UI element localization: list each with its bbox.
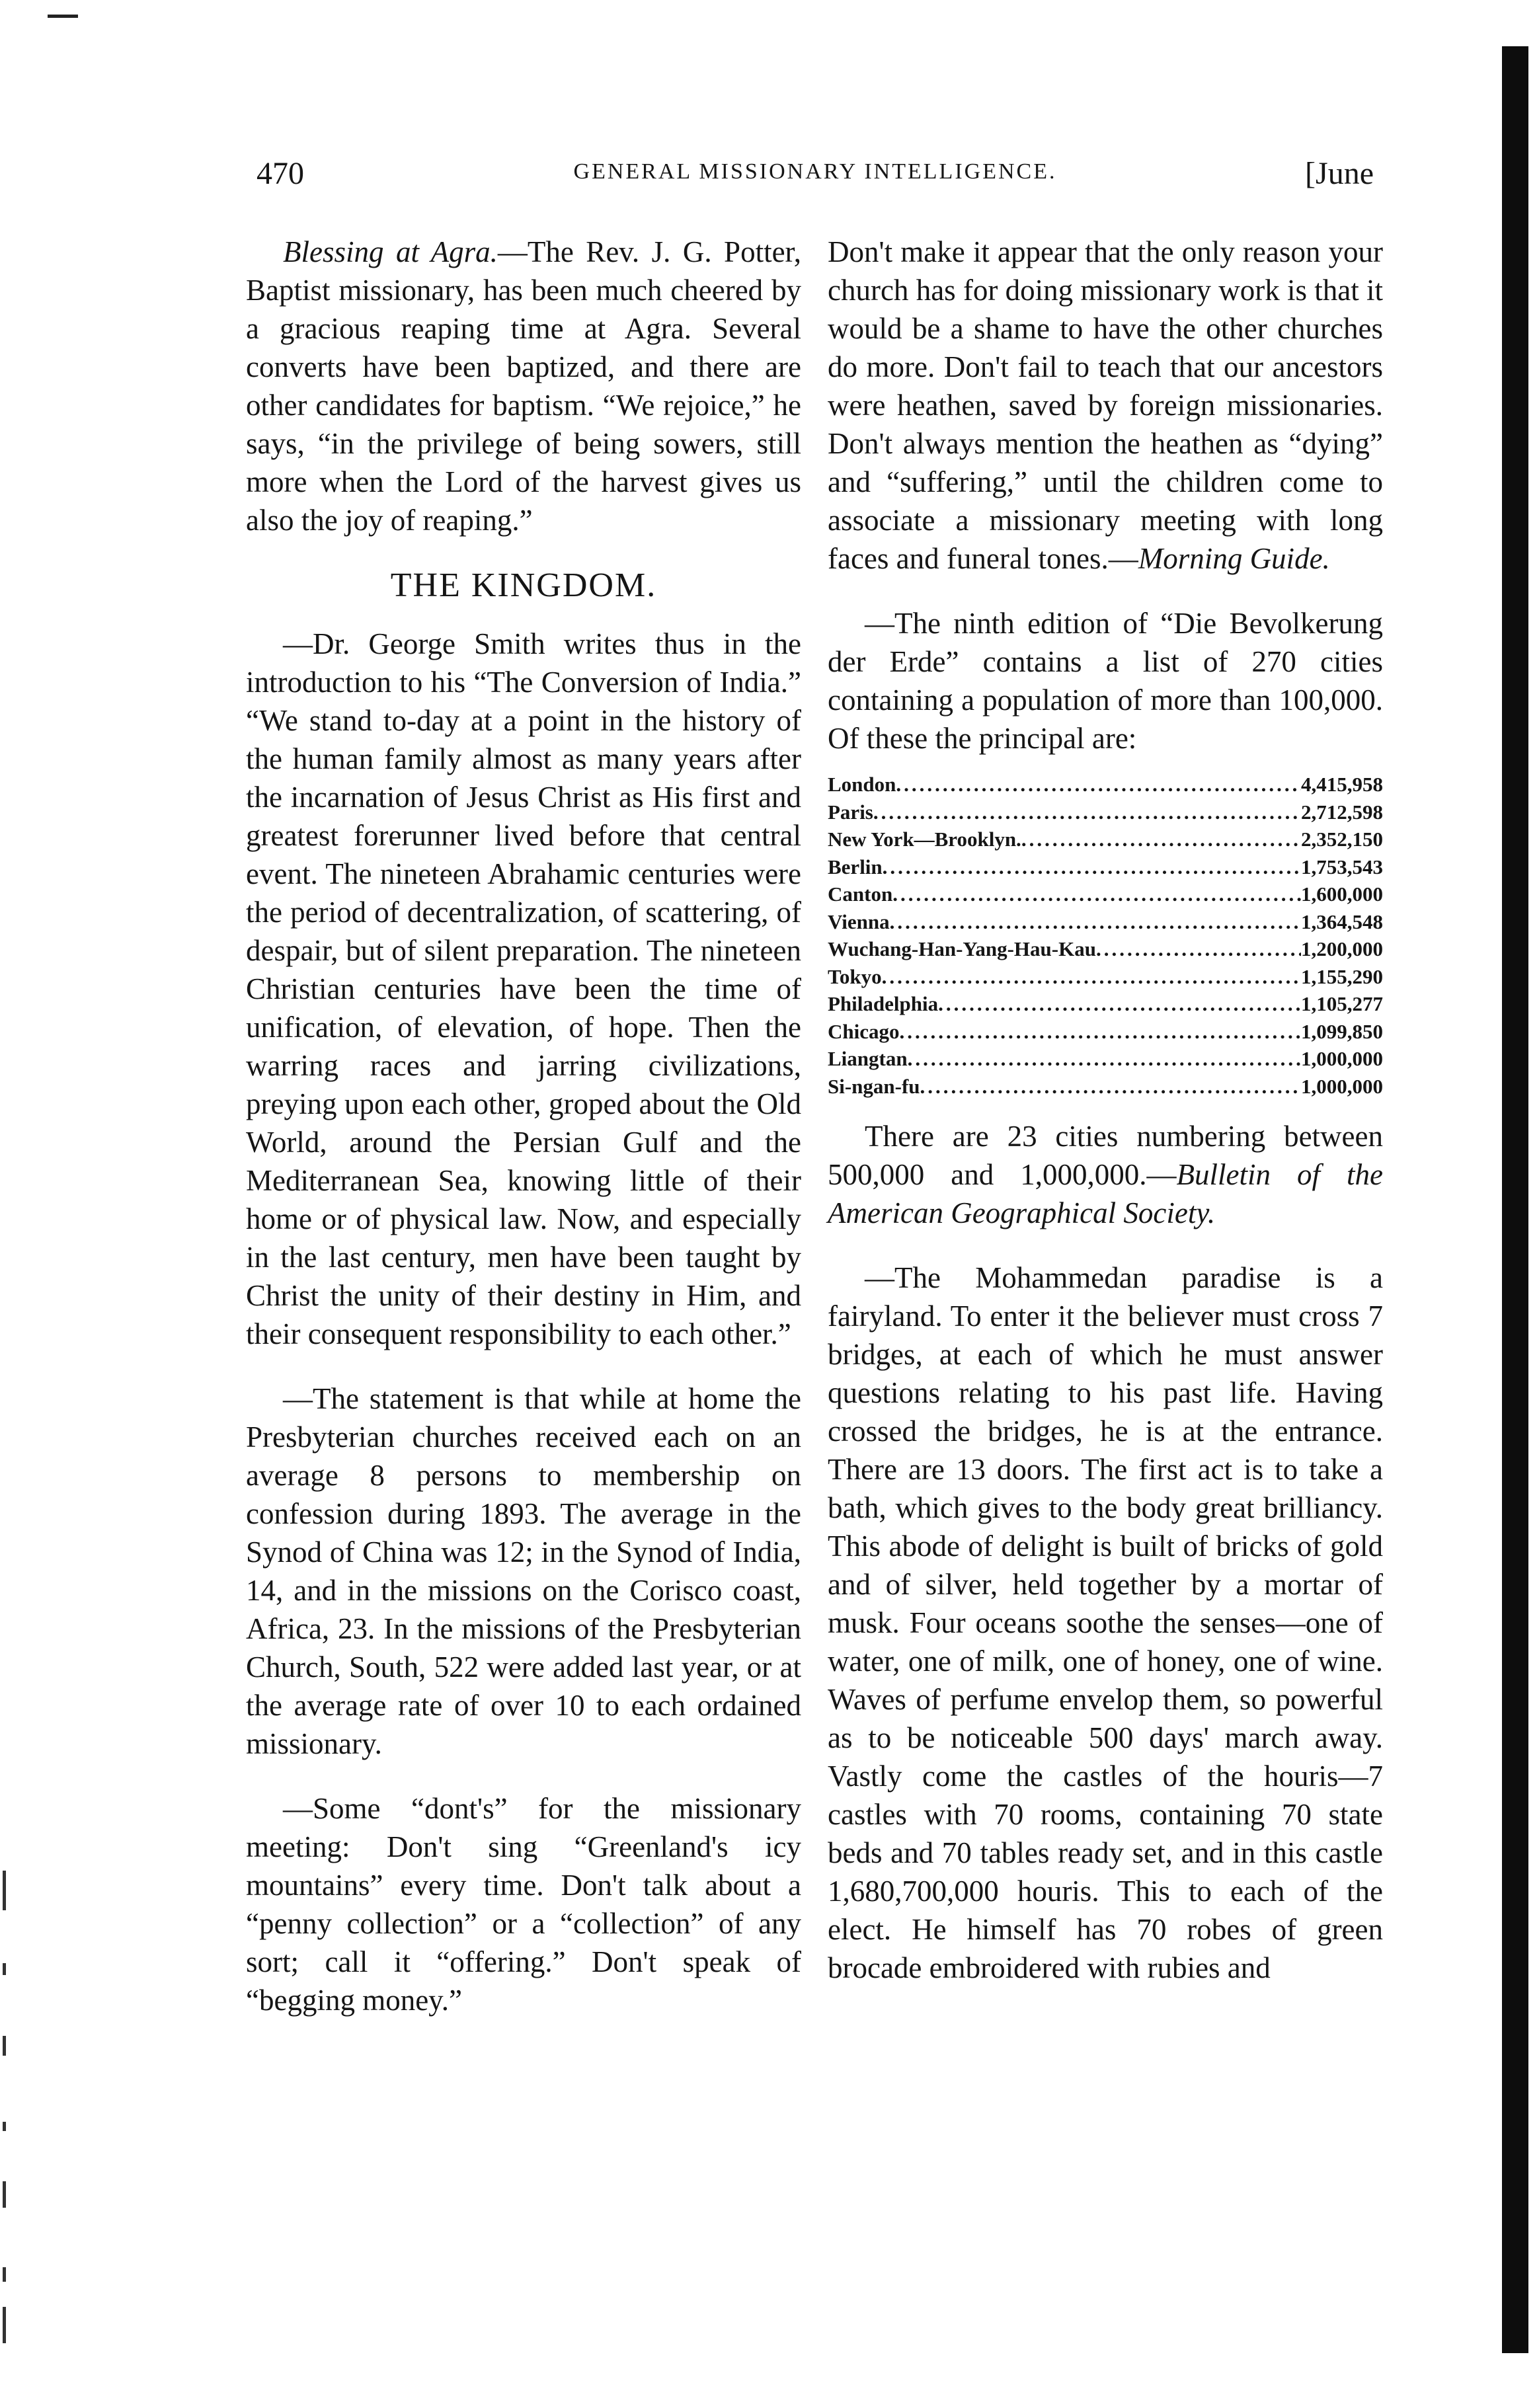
table-row	[828, 853, 1383, 881]
city-name: Paris	[828, 800, 873, 824]
leader-dots	[883, 853, 1301, 881]
article-cities-intro: —The ninth edition of “Die Bevolkerung der Erde” contains a list of 270 cities containing a population of more than 100,000. Of these the principal are:	[828, 607, 1383, 755]
running-title: GENERAL MISSIONARY INTELLIGENCE.	[573, 159, 1057, 184]
city-name: Vienna	[828, 910, 890, 933]
city-name: Philadelphia	[828, 992, 939, 1015]
city-population: 1,155,290	[1301, 964, 1383, 988]
table-row	[828, 990, 1383, 1018]
table-row	[828, 963, 1383, 991]
left-column	[246, 233, 801, 2046]
table-row	[828, 826, 1383, 853]
city-name: Tokyo	[828, 964, 882, 988]
leader-dots	[892, 880, 1301, 908]
table-row	[828, 1018, 1383, 1046]
city-name: Canton	[828, 882, 893, 906]
table-row	[828, 798, 1383, 826]
city-population: 1,000,000	[1301, 1074, 1383, 1098]
article-body: There are 23 cities numbering between 500,000 and 1,000,000.—	[828, 1120, 1383, 1191]
top-margin-mark	[48, 15, 78, 18]
city-name: Berlin	[828, 855, 883, 878]
leader-dots	[890, 908, 1301, 936]
leader-dots	[1096, 935, 1301, 963]
table-row	[828, 908, 1383, 936]
city-name: London	[828, 773, 896, 796]
page-number: 470	[256, 156, 304, 191]
city-name: Liangtan	[828, 1047, 908, 1070]
section-heading: THE KINGDOM.	[390, 566, 657, 604]
article-kingdom: —Dr. George Smith writes thus in the introduction to his “The Conversion of India.” “We stand to-day at a point in the history of the human family almost as many years after the incarnation of Jesus Christ as His first and greatest forerunner lived before that central event. The nineteen Abrahamic centuries were the period of decentralization, of scattering, of despair, but of silent preparation. The nineteen Christian centuries have been the time of unification, of elevation, of hope. Then the warring races and jarring civilizations, preying upon each other, groped about the Old World, around the Persian Gulf and the Mediterranean Sea, knowing little of their home or of physical law. Now, and especially in the last century, men have been taught by Christ the unity of their destiny in Him, and their consequent responsibility to each other.”	[246, 627, 801, 1350]
city-population: 2,712,598	[1301, 800, 1383, 824]
city-name: Wuchang-Han-Yang-Hau-Kau	[828, 937, 1096, 960]
article-source: Bulletin of the American Geographical Society.	[828, 1158, 1383, 1229]
city-population: 1,364,548	[1301, 910, 1383, 933]
table-row	[828, 880, 1383, 908]
city-population: 1,200,000	[1301, 937, 1383, 960]
article-source: Morning Guide.	[1138, 542, 1330, 575]
running-head	[256, 155, 1374, 202]
city-population: 1,000,000	[1301, 1047, 1383, 1070]
city-population-table	[828, 771, 1383, 1100]
table-row	[828, 935, 1383, 963]
city-population: 1,600,000	[1301, 882, 1383, 906]
table-row	[828, 1073, 1383, 1101]
article-donts-continued	[828, 233, 1383, 578]
article-paradise: —The Mohammedan paradise is a fairyland. To enter it the believer must cross 7 bridges, at each of which he must answer questions relating to his past life. Having crossed the bridges, he is at the entrance. There are 13 doors. The first act is to take a bath, which gives to the body great brilliancy. This abode of delight is built of bricks of gold and of silver, held together by a mortar of musk. Four oceans soothe the senses—one of water, one of milk, one of honey, one of wine. Waves of perfume envelop them, so powerful as to be noticeable 500 days' march away. Vastly come the castles of the houris—7 castles with 70 rooms, containing 70 state beds and 70 tables ready set, and in this castle 1,680,700,000 houris. This to each of the elect. He himself has 70 robes of green brocade embroidered with rubies and	[828, 1261, 1383, 1984]
article-body: —The Rev. J. G. Potter, Baptist missionary, has been much cheered by a gracious reaping time at Agra. Several converts have been baptized, and there are other candidates for baptism. “We rejoice,” he says, “in the privilege of being sowers, still more when the Lord of the harvest gives us also the joy of reaping.”	[246, 235, 801, 537]
article-cities-note	[828, 1117, 1383, 1232]
leader-dots	[882, 963, 1301, 991]
city-name: Chicago	[828, 1019, 900, 1043]
leader-dots	[920, 1073, 1301, 1101]
right-column	[828, 233, 1383, 2013]
leader-dots	[900, 1018, 1302, 1046]
city-population: 2,352,150	[1301, 828, 1383, 851]
article-body: Don't make it appear that the only reason your church has for doing missionary work is that it would be a shame to have the other churches do more. Don't fail to teach that our ancestors were heathen, saved by foreign missionaries. Don't always mention the heathen as “dying” and “suffering,” until the children come to associate a missionary meeting with long faces and funeral tones.—	[828, 235, 1383, 575]
binding-shadow	[1502, 46, 1528, 2353]
city-population: 1,105,277	[1301, 992, 1383, 1015]
city-population: 4,415,958	[1301, 773, 1383, 796]
article-donts: —Some “dont's” for the missionary meeting: Don't sing “Greenland's icy mountains” every time. Don't talk about a “penny collection” or a “collection” of any sort; call it “offering.” Don't speak of “begging money.”	[246, 1792, 801, 2017]
city-name: New York—Brooklyn.	[828, 828, 1021, 851]
table-row	[828, 1045, 1383, 1073]
leader-dots	[896, 771, 1301, 798]
leader-dots	[873, 798, 1301, 826]
city-name: Si-ngan-fu	[828, 1074, 920, 1098]
running-month: [June	[1305, 156, 1374, 191]
city-population: 1,099,850	[1301, 1019, 1383, 1043]
leader-dots	[1021, 826, 1301, 853]
article-statement: —The statement is that while at home the Presbyterian churches received each on an average 8 persons to membership on confession during 1893. The average in the Synod of China was 12; in the Synod of India, 14, and in the missions on the Corisco coast, Africa, 23. In the missions of the Presbyterian Church, South, 522 were added last year, or at the average rate of over 10 to each ordained missionary.	[246, 1382, 801, 1760]
article-lead: Blessing at Agra.	[283, 235, 498, 268]
table-row	[828, 771, 1383, 798]
city-population: 1,753,543	[1301, 855, 1383, 878]
leader-dots	[908, 1045, 1301, 1073]
scan-edge-specks	[0, 1871, 13, 2347]
leader-dots	[938, 990, 1301, 1018]
article-agra	[246, 233, 801, 539]
